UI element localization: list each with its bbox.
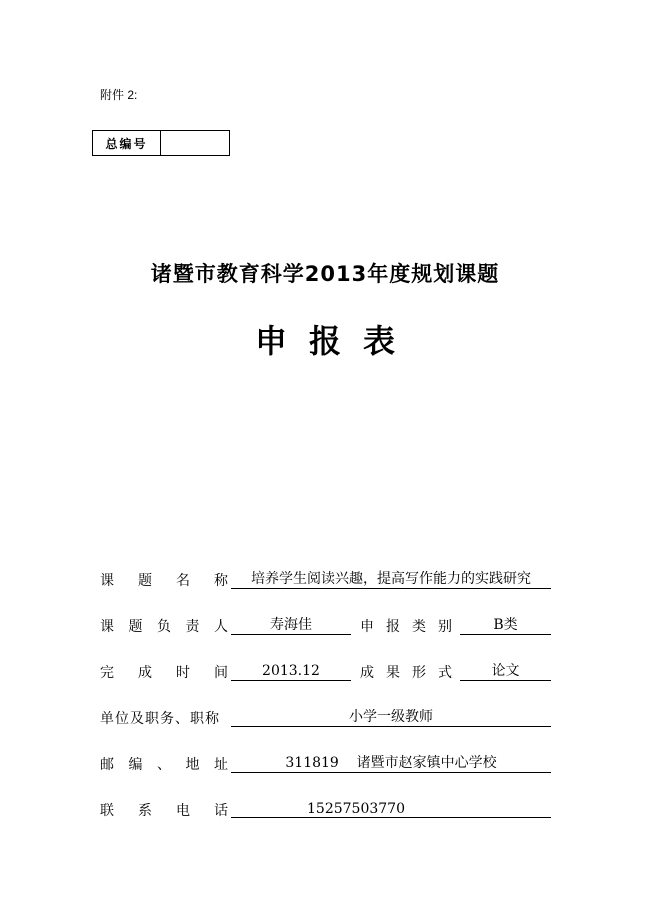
label-char: 邮	[100, 757, 114, 773]
label-char: 负	[157, 619, 171, 635]
document-subtitle: 申报表	[254, 322, 417, 360]
label-char: 题	[138, 573, 152, 589]
label-char: 题	[128, 619, 143, 635]
serial-number-label: 总编号	[93, 131, 161, 156]
label-char: 形	[412, 665, 426, 681]
label-char: 类	[412, 619, 426, 635]
result-form-label	[360, 662, 452, 682]
topic-name-field[interactable]: 培养学生阅读兴趣，提高写作能力的实践研究	[231, 570, 551, 589]
label-char: 系	[138, 803, 152, 819]
label-char: 人	[214, 619, 228, 635]
label-char: 报	[386, 619, 400, 635]
label-char: 成	[138, 665, 152, 681]
completion-time-label	[100, 662, 228, 682]
category-field[interactable]: B类	[460, 616, 551, 635]
label-char: 申	[360, 619, 374, 635]
label-char: 式	[438, 665, 452, 681]
label-char: 电	[176, 803, 190, 819]
document-title: 诸暨市教育科学2013年度规划课题	[150, 262, 500, 286]
label-char: 地	[185, 757, 200, 773]
leader-field[interactable]: 寿海佳	[231, 616, 351, 635]
result-form-field[interactable]: 论文	[460, 662, 551, 681]
category-label	[360, 616, 452, 636]
topic-name-label	[100, 570, 228, 590]
label-char: 完	[100, 665, 114, 681]
leader-label	[100, 616, 228, 636]
serial-number-value[interactable]	[161, 131, 230, 156]
label-char: 编	[128, 757, 143, 773]
label-char: 称	[214, 573, 228, 589]
phone-label	[100, 800, 228, 820]
label-char: 果	[386, 665, 400, 681]
label-char: 课	[100, 573, 114, 589]
label-char: 间	[214, 665, 228, 681]
serial-number-table	[92, 130, 230, 156]
completion-time-field[interactable]: 2013.12	[231, 662, 351, 681]
postcode-address-label	[100, 754, 228, 774]
label-char: 联	[100, 803, 114, 819]
attachment-label: 附件 2:	[100, 88, 138, 102]
label-char: 时	[176, 665, 190, 681]
label-char: 、	[157, 757, 171, 773]
label-char: 成	[360, 665, 374, 681]
unit-position-field[interactable]: 小学一级教师	[231, 708, 551, 727]
label-char: 别	[438, 619, 452, 635]
label-char: 址	[214, 757, 228, 773]
label-char: 责	[185, 619, 200, 635]
unit-position-label: 单位及职务、职称	[100, 711, 220, 727]
label-char: 名	[176, 573, 190, 589]
label-char: 话	[214, 803, 228, 819]
label-char: 课	[100, 619, 114, 635]
postcode-address-field[interactable]: 311819 诸暨市赵家镇中心学校	[231, 754, 551, 773]
phone-field[interactable]: 15257503770	[231, 800, 551, 818]
